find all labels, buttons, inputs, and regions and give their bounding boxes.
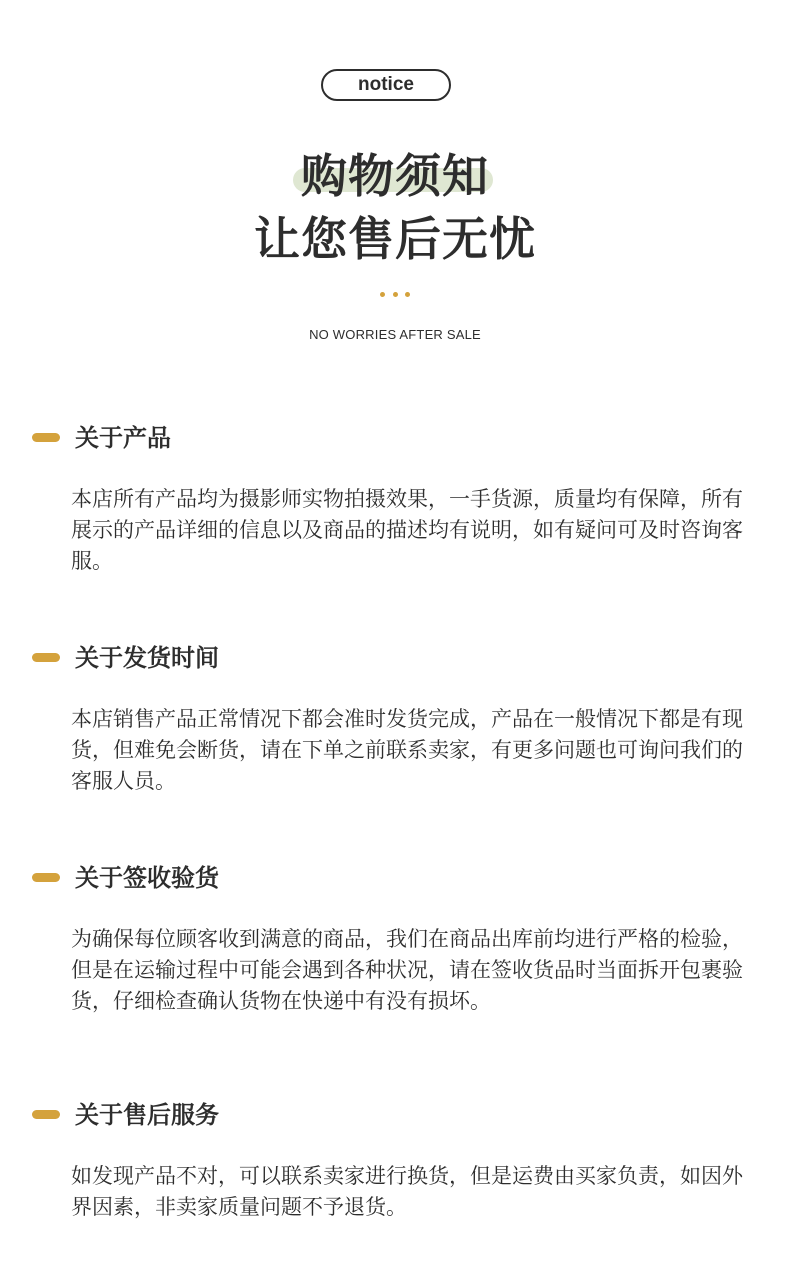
section-body: 本店所有产品均为摄影师实物拍摄效果，一手货源，质量均有保障，所有展示的产品详细的信息以及商品的描述均有说明，如有疑问可及时咨询客服。 bbox=[71, 487, 743, 573]
dot-3 bbox=[405, 292, 410, 297]
section-shipping-time bbox=[0, 640, 790, 793]
section-product bbox=[0, 420, 790, 573]
section-after-sales bbox=[0, 1097, 790, 1219]
section-bar-icon bbox=[32, 1110, 60, 1119]
section-body: 为确保每位顾客收到满意的商品，我们在商品出库前均进行严格的检验，但是在运输过程中可能会遇到各种状况，请在签收货品时当面拆开包裹验货，仔细检查确认货物在快递中有没有损坏。 bbox=[71, 927, 743, 1013]
dot-1 bbox=[380, 292, 385, 297]
section-title: 关于签收验货 bbox=[75, 864, 219, 892]
section-body: 如发现产品不对，可以联系卖家进行换货，但是运费由买家负责，如因外界因素，非卖家质量问题不予退货。 bbox=[71, 1164, 743, 1219]
title-line-1-wrap bbox=[0, 140, 790, 206]
section-header bbox=[0, 1097, 790, 1133]
page-title-line-2: 让您售后无忧 bbox=[254, 212, 536, 266]
section-title: 关于产品 bbox=[75, 424, 171, 452]
section-header bbox=[0, 420, 790, 456]
section-bar-icon bbox=[32, 653, 60, 662]
section-inspection bbox=[0, 860, 790, 1013]
section-title: 关于售后服务 bbox=[75, 1101, 219, 1129]
section-body: 本店销售产品正常情况下都会准时发货完成，产品在一般情况下都是有现货，但难免会断货，请在下单之前联系卖家，有更多问题也可询问我们的客服人员。 bbox=[71, 707, 743, 793]
section-bar-icon bbox=[32, 433, 60, 442]
page-subtitle: NO WORRIES AFTER SALE bbox=[309, 327, 481, 342]
dot-2 bbox=[393, 292, 398, 297]
title-line-2-wrap bbox=[0, 203, 790, 269]
section-bar-icon bbox=[32, 873, 60, 882]
section-header bbox=[0, 640, 790, 676]
decorative-dots bbox=[0, 282, 790, 301]
section-title: 关于发货时间 bbox=[75, 644, 219, 672]
notice-badge: notice bbox=[321, 69, 451, 101]
page-title-line-1: 购物须知 bbox=[301, 149, 489, 203]
section-header bbox=[0, 860, 790, 896]
